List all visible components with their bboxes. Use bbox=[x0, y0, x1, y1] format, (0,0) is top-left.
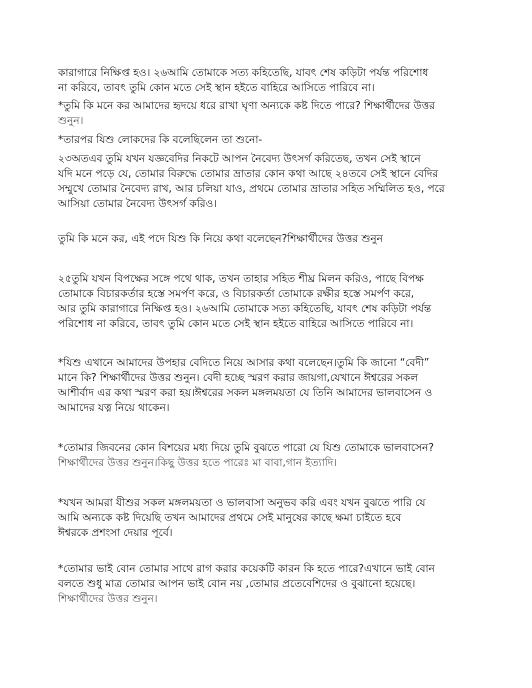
text-line: না করিবে, তাবৎ তুমি কোন মতে সেই স্থান হইতে বাহিরে আসিতে পারিবে না। bbox=[58, 82, 375, 94]
text-line: *তারপর যিশু লোকদের কি বলেছিলেন তা শুনো- bbox=[58, 134, 263, 146]
text-line: *তুমি কি মনে কর আমাদের হৃদয়ে ধরে রাখা ঘৃণা অন্যকে কষ্ট দিতে পারে? শিক্ষার্থীদের উত্তর bbox=[58, 100, 435, 112]
text-line: পরিশোধ না করিবে, তাবৎ তুমি কোন মতে সেই স্থান হইতে বাহিরে আসিতে পারিবে না। bbox=[58, 318, 414, 330]
paragraph-question-hatred bbox=[58, 99, 490, 129]
paragraph-verse-25-26 bbox=[58, 272, 490, 332]
text-line: মানে কি? শিক্ষার্থীদের উত্তর শুনুন। বেদী হচ্ছে স্মরণ করার জায়গা,যেখানে ঈশ্বরের সকল bbox=[58, 372, 419, 384]
text-line: কারাগারে নিক্ষিপ্ত হও। ২৬আমি তোমাকে সত্য কহিতেছি, যাবৎ শেষ কড়িটা পর্যন্ত পরিশোধ bbox=[58, 67, 429, 79]
text-line: *যিশু এখানে আমাদের উপহার বেদিতে নিয়ে আসার কথা বলেছেন।তুমি কি জানো “বেদী” bbox=[58, 357, 430, 369]
text-line: শুনুন। bbox=[58, 115, 84, 127]
text-line: তোমাকে বিচারকর্তার হস্তে সমর্পণ করে, ও বিচারকর্তা তোমাকে রক্ষীর হস্তে সমর্পণ করে, bbox=[58, 288, 415, 300]
text-line: আমি অন্যকে কষ্ট দিয়েছি তখন আমাদের প্রথমে সেই মানুষের কাছে ক্ষমা চাইতে হবে bbox=[58, 512, 402, 524]
text-line: সম্মুখে তোমার নৈবেদ্য রাখ, আর চলিয়া যাও, প্রথমে তোমার ভ্রাতার সহিত সম্মিলিত হও, পরে bbox=[58, 183, 445, 195]
text-line: যদি মনে পড়ে যে, তোমার বিরুদ্ধে তোমার ভ্রাতার কোন কথা আছে ২৪তবে সেই স্থানে বেদির bbox=[58, 168, 439, 180]
text-line: ২৩অতএব তুমি যখন যজ্ঞবেদির নিকটে আপন নৈবেদ্য উৎসর্গ করিতেছ, তখন সেই স্থানে bbox=[58, 153, 421, 165]
text-line: *যখন আমরা যীশুর সকল মঙ্গলময়তা ও ভালবাসা অনুভব করি এবং যখন বুঝতে পারি যে bbox=[58, 497, 426, 509]
text-line: শিক্ষার্থীদের উত্তর শুনুন।কিছু উত্তর হতে পারেঃ মা বাবা,গান ইত্যাদি। bbox=[58, 457, 338, 469]
paragraph-verse-23-24 bbox=[58, 152, 490, 212]
text-line: আর তুমি কারাগারে নিক্ষিপ্ত হও। ২৬আমি তোমাকে সত্য কহিতেছি, যাবৎ শেষ কড়িটা পর্যন্ত bbox=[58, 303, 432, 315]
paragraph-question-life bbox=[58, 441, 490, 471]
text-line: বলতে শুধু মাত্র তোমার আপন ভাই বোন নয় ,তোমার প্রতেবেশিদের ও বুঝানো হয়েছে। bbox=[58, 578, 416, 590]
text-line: আমাদের যত্ন নিয়ে থাকেন। bbox=[58, 402, 170, 414]
paragraph-altar-meaning bbox=[58, 356, 490, 416]
paragraph-verse-26-ending bbox=[58, 66, 490, 96]
text-line: *তোমার জিবনের কোন বিশয়ের মধ্য দিয়ে তুমি বুঝতে পারো যে যিশু তোমাকে ভালবাসেন? bbox=[58, 442, 434, 454]
text-line: ২৫তুমি যখন বিপক্ষের সঙ্গে পথে থাক, তখন তাহার সহিত শীঘ্র মিলন করিও, পাছে বিপক্ষ bbox=[58, 273, 424, 285]
paragraph-jesus-said bbox=[58, 133, 490, 148]
paragraph-question-verse-topic bbox=[58, 232, 490, 247]
paragraph-forgiveness bbox=[58, 496, 490, 541]
text-line: তুমি কি মনে কর, এই পদে যিশু কি নিয়ে কথা বলেছেন?শিক্ষার্থীদের উত্তর শুনুন bbox=[58, 233, 383, 245]
text-line: আশীর্বাদ এর কথা স্মরণ করা হয়।ঈশ্বরের সকল মঙ্গলময়তা যে তিনি আমাদের ভালবাসেন ও bbox=[58, 387, 433, 399]
paragraph-siblings-question bbox=[58, 562, 490, 607]
text-line: শিক্ষার্থীদের উত্তর শুনুন। bbox=[58, 593, 158, 605]
text-line: আসিয়া তোমার নৈবেদ্য উৎসর্গ করিও। bbox=[58, 198, 217, 210]
text-line: ঈশ্বরকে প্রশংসা দেয়ার পূর্বে। bbox=[58, 527, 173, 539]
text-line: *তোমার ভাই বোন তোমার সাথে রাগ করার কয়েকটি কারন কি হতে পারে?এখানে ভাই বোন bbox=[58, 563, 435, 575]
